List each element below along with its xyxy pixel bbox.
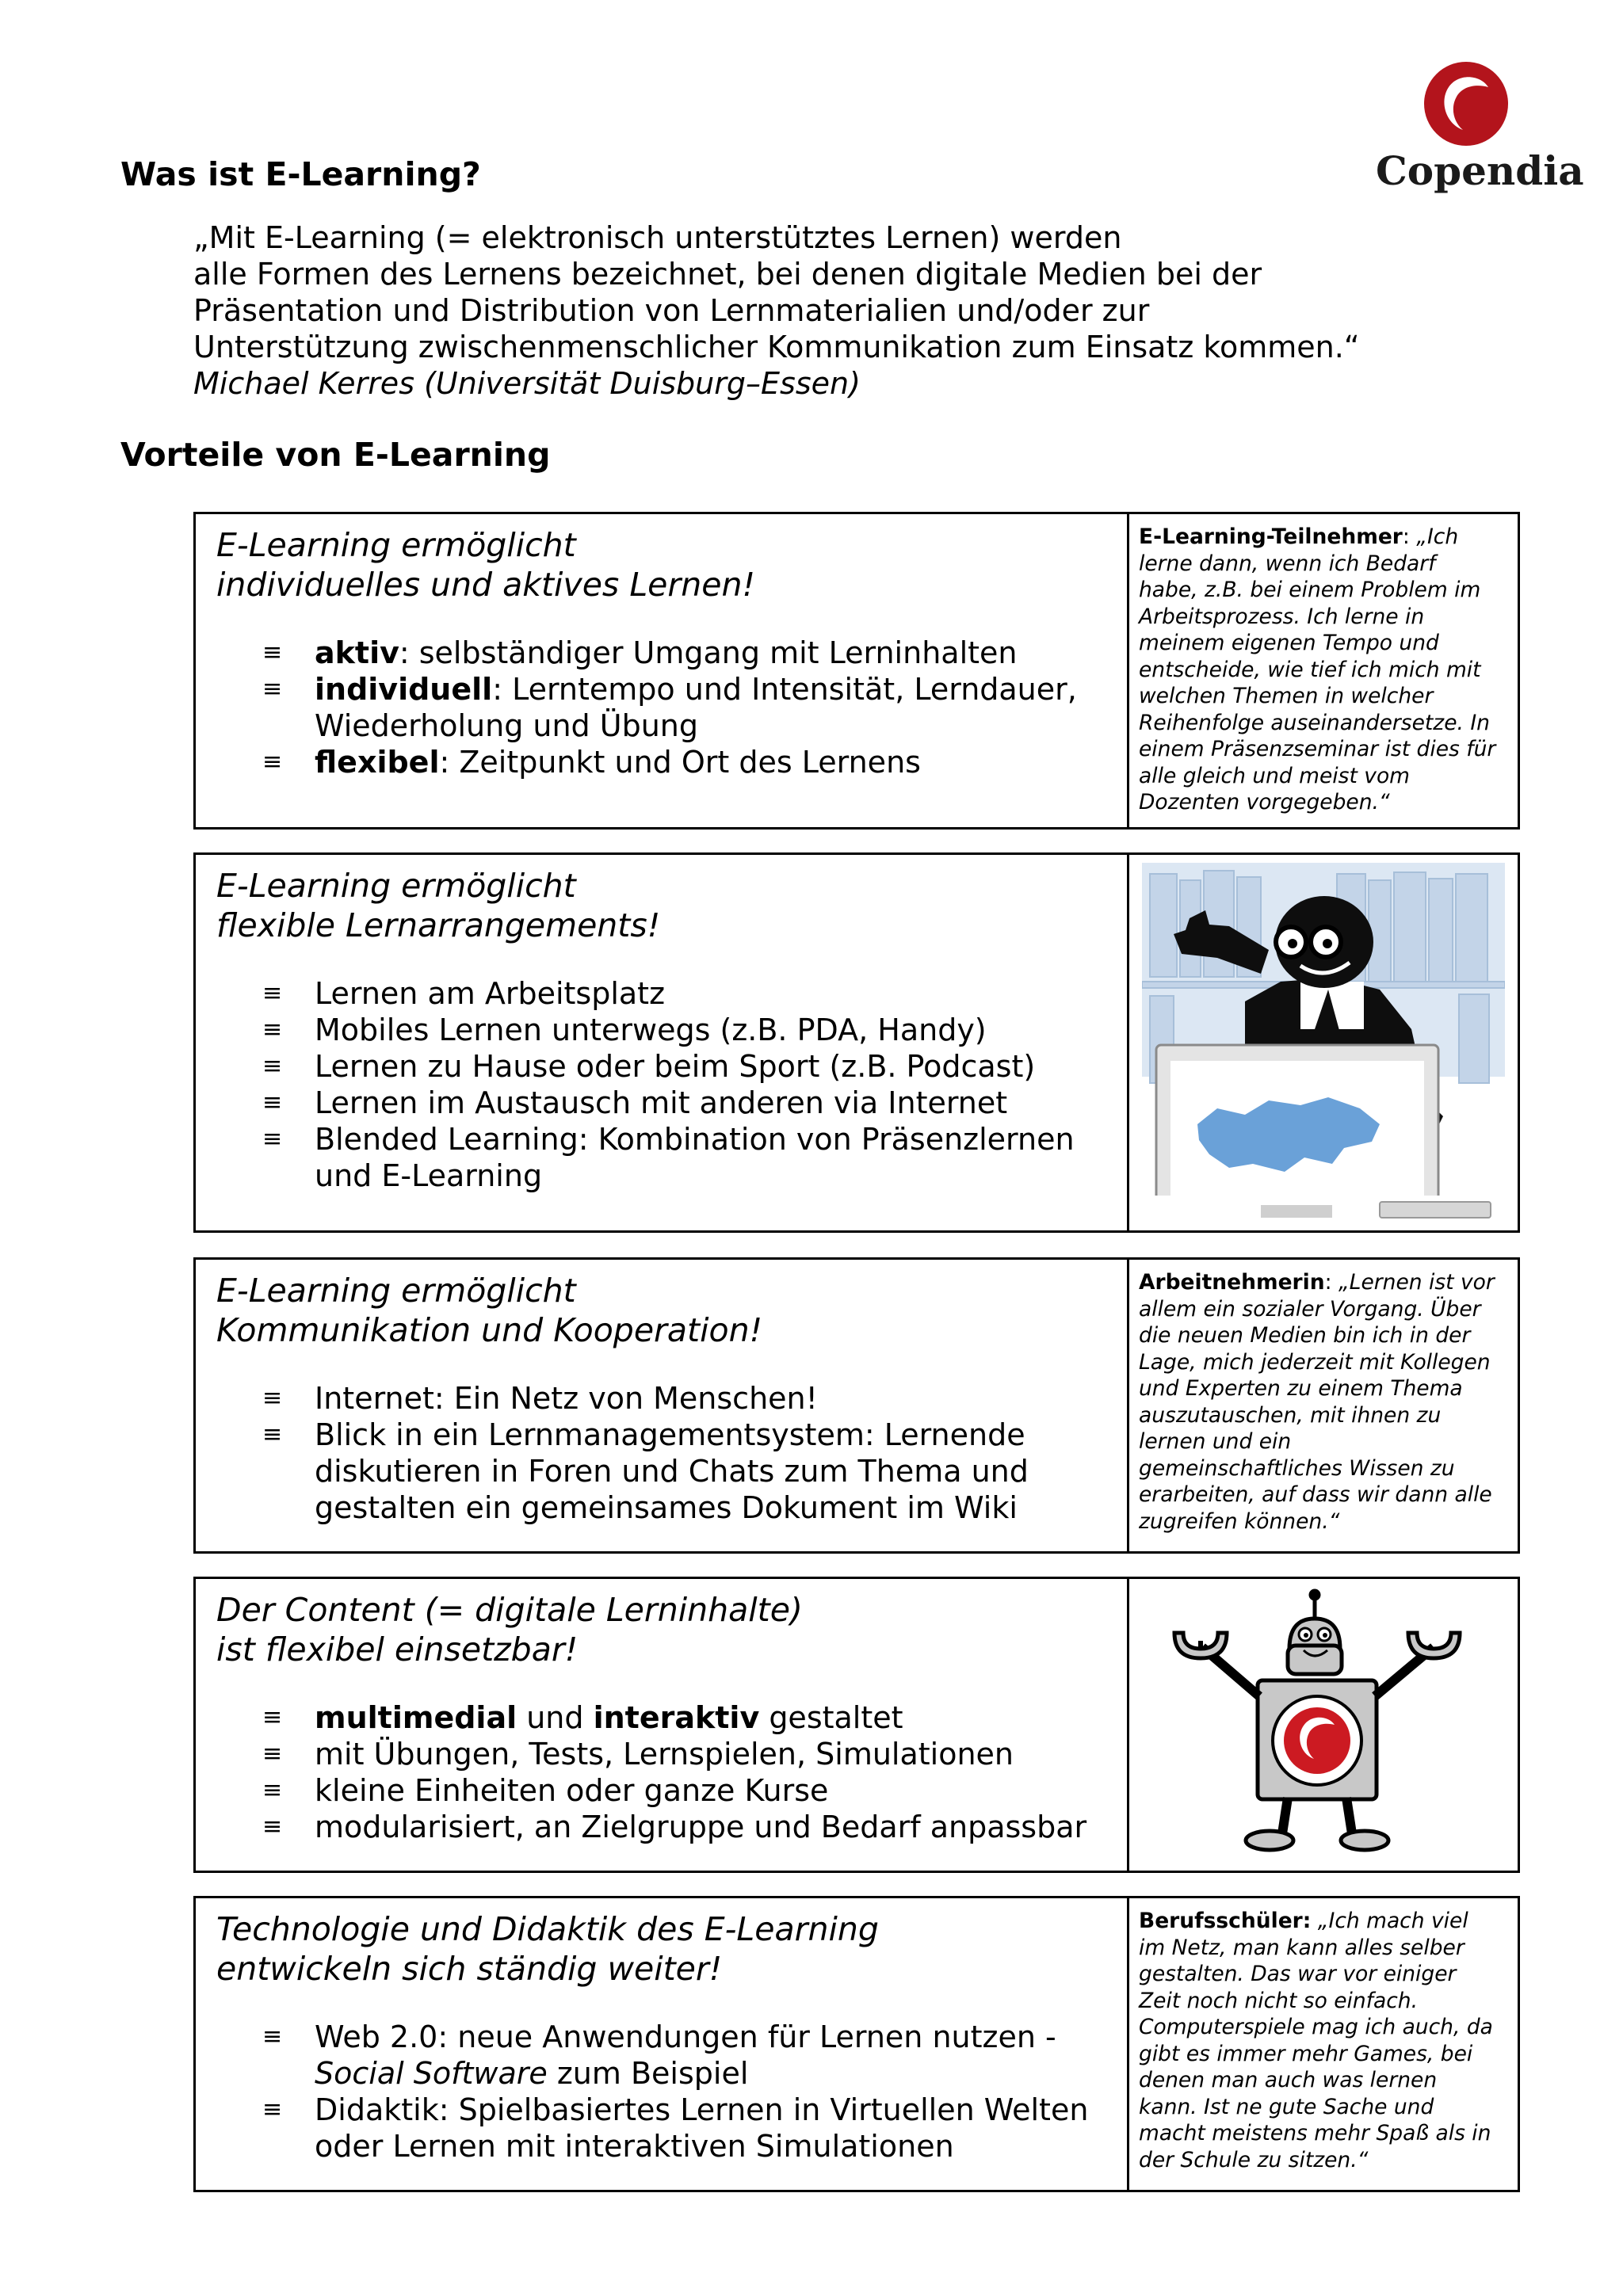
headline-line: Der Content (= digitale Lerninhalte): [216, 1591, 803, 1629]
headline-line: Technologie und Didaktik des E-Learning: [216, 1910, 879, 1948]
bullet-icon: ≡: [262, 1125, 283, 1153]
bullet-icon: ≡: [262, 1384, 283, 1412]
bullet-icon: ≡: [262, 1421, 283, 1448]
headline-line: ist flexibel einsetzbar!: [216, 1630, 579, 1669]
bullet-icon: ≡: [262, 2023, 283, 2050]
kerres-quote: [193, 219, 1360, 402]
testimonial-text: „Lernen ist vor allem ein sozialer Vorgang. Über die neuen Medien bin ich in der Lage, mich jederzeit mit Kollegen und Experten zu einem Thema auszutauschen, mit ihnen zu lernen und ein gemeinschaftliches Wissen zu erarbeiten, auf dass wir dann alle zugreifen können.“: [1139, 1270, 1495, 1534]
item-text: : Lerntempo und Intensität, Lerndauer, Wiederholung und Übung: [315, 672, 1077, 743]
bullet-icon: ≡: [262, 748, 283, 776]
box-headline: [216, 525, 1112, 605]
box-headline: [216, 1271, 1112, 1350]
list-item: [216, 1699, 1112, 1736]
heading-advantages: Vorteile von E-Learning: [120, 436, 551, 474]
bullet-icon: ≡: [262, 979, 283, 1007]
copendia-logo: [1376, 60, 1584, 203]
testimonial-separator: :: [1402, 524, 1417, 549]
headline-line: Kommunikation und Kooperation!: [216, 1311, 763, 1349]
item-text: Mobiles Lernen unterwegs (z.B. PDA, Handy): [315, 1013, 987, 1047]
bullet-list: [216, 975, 1112, 1194]
testimonial-text: „Ich mach viel im Netz, man kann alles selber gestalten. Das war vor einiger Zeit noch nicht so einfach. Computerspiele mag ich auch, da gibt es immer mehr Games, bei denen man auch was lernen kann. Ist ne gute Sache und macht meistens mehr Spaß als in der Schule zu sitzen.“: [1139, 1909, 1493, 2172]
item-text: Web 2.0: neue Anwendungen für Lernen nutzen -: [315, 2019, 1056, 2054]
testimonial-separator: :: [1324, 1270, 1338, 1295]
box-content: [216, 866, 1112, 1194]
box-content: [216, 1590, 1112, 1845]
list-item: [216, 635, 1112, 671]
box-divider: [1127, 514, 1129, 827]
testimonial-vocational-student: [1139, 1908, 1499, 2173]
item-text: Lernen zu Hause oder beim Sport (z.B. Podcast): [315, 1049, 1036, 1084]
advantage-box-arrangements: [193, 852, 1520, 1233]
bullet-icon: ≡: [262, 639, 283, 666]
box-divider: [1127, 1260, 1129, 1551]
item-text: Didaktik: Spielbasiertes Lernen in Virtuellen Welten oder Lernen mit interaktiven Simulationen: [315, 2092, 1089, 2164]
item-bold: flexibel: [315, 745, 440, 780]
list-item: [216, 1772, 1112, 1809]
list-item: [216, 2019, 1112, 2092]
list-item: [216, 1012, 1112, 1048]
advantage-box-communication: [193, 1257, 1520, 1554]
item-text: modularisiert, an Zielgruppe und Bedarf anpassbar: [315, 1810, 1087, 1844]
box-divider: [1127, 1898, 1129, 2190]
list-item: [216, 671, 1112, 744]
item-text: kleine Einheiten oder ganze Kurse: [315, 1773, 829, 1808]
box-headline: [216, 866, 1112, 945]
item-text: zum Beispiel: [547, 2056, 749, 2091]
teacher-at-computer-illustration: [1142, 863, 1505, 1223]
bullet-list: [216, 635, 1112, 780]
copendia-logo-text: Copendia: [1376, 147, 1584, 194]
bullet-icon: ≡: [262, 1703, 283, 1731]
item-bold: interaktiv: [593, 1700, 760, 1735]
headline-line: E-Learning ermöglicht: [216, 867, 576, 905]
testimonial-participant: [1139, 524, 1499, 816]
testimonial-speaker: Berufsschüler:: [1139, 1909, 1312, 1933]
item-text: Internet: Ein Netz von Menschen!: [315, 1381, 818, 1416]
bullet-icon: ≡: [262, 1813, 283, 1840]
list-item: [216, 1085, 1112, 1121]
item-text: und: [517, 1700, 594, 1735]
advantage-box-content: [193, 1577, 1520, 1873]
headline-line: individuelles und aktives Lernen!: [216, 566, 755, 604]
advantage-box-technology: [193, 1896, 1520, 2192]
bullet-icon: ≡: [262, 675, 283, 703]
item-text: : selbständiger Umgang mit Lerninhalten: [399, 635, 1018, 670]
bullet-icon: ≡: [262, 1089, 283, 1116]
bullet-list: [216, 1699, 1112, 1845]
item-text: mit Übungen, Tests, Lernspielen, Simulationen: [315, 1737, 1014, 1772]
item-text: Lernen am Arbeitsplatz: [315, 976, 666, 1011]
bullet-icon: ≡: [262, 1016, 283, 1043]
item-italic: Social Software: [315, 2056, 548, 2091]
box-content: [216, 1271, 1112, 1526]
list-item: [216, 1736, 1112, 1772]
heading-what-is-elearning: Was ist E-Learning?: [120, 155, 481, 193]
box-divider: [1127, 1579, 1129, 1871]
list-item: [216, 744, 1112, 780]
list-item: [216, 1048, 1112, 1085]
headline-line: E-Learning ermöglicht: [216, 526, 576, 564]
testimonial-separator: [1311, 1909, 1317, 1933]
quote-line: Unterstützung zwischenmenschlicher Kommunikation zum Einsatz kommen.“: [193, 330, 1360, 364]
list-item: [216, 1417, 1112, 1526]
testimonial-speaker: Arbeitnehmerin: [1139, 1270, 1325, 1295]
list-item: [216, 975, 1112, 1012]
headline-line: E-Learning ermöglicht: [216, 1272, 576, 1310]
copendia-logo-icon: [1422, 60, 1510, 147]
item-bold: multimedial: [315, 1700, 517, 1735]
testimonial-speaker: E-Learning-Teilnehmer: [1139, 524, 1403, 549]
bullet-icon: ≡: [262, 1052, 283, 1080]
quote-line: Präsentation und Distribution von Lernmaterialien und/oder zur: [193, 293, 1150, 328]
box-divider: [1127, 855, 1129, 1230]
item-text: Blended Learning: Kombination von Präsenzlernen und E-Learning: [315, 1122, 1075, 1193]
item-text: Blick in ein Lernmanagementsystem: Lernende diskutieren in Foren und Chats zum Thema und gestalten ein gemeinsames Dokument im Wiki: [315, 1417, 1029, 1525]
item-bold: individuell: [315, 672, 493, 707]
item-text: gestaltet: [759, 1700, 903, 1735]
advantage-box-individual: [193, 512, 1520, 830]
bullet-list: [216, 1380, 1112, 1526]
testimonial-text: „Ich lerne dann, wenn ich Bedarf habe, z.B. bei einem Problem im Arbeitsprozess. Ich lerne in meinem eigenen Tempo und entscheide, wie tief ich mich mit welchen Themen in welcher Reihenfolge auseinandersetze. In einem Präsenzseminar ist dies für alle gleich und meist vom Dozenten vorgegeben.“: [1139, 524, 1496, 814]
testimonial-employee: [1139, 1269, 1499, 1535]
list-item: [216, 1380, 1112, 1417]
bullet-icon: ≡: [262, 2096, 283, 2123]
quote-line: „Mit E-Learning (= elektronisch unterstütztes Lernen) werden: [193, 220, 1122, 255]
bullet-list: [216, 2019, 1112, 2164]
box-content: [216, 525, 1112, 780]
box-content: [216, 1909, 1112, 2164]
bullet-icon: ≡: [262, 1740, 283, 1768]
list-item: [216, 2092, 1112, 2164]
headline-line: entwickeln sich ständig weiter!: [216, 1950, 723, 1988]
headline-line: flexible Lernarrangements!: [216, 906, 661, 944]
list-item: [216, 1121, 1112, 1194]
item-bold: aktiv: [315, 635, 399, 670]
item-text: Lernen im Austausch mit anderen via Internet: [315, 1085, 1008, 1120]
box-headline: [216, 1909, 1112, 1989]
bullet-icon: ≡: [262, 1776, 283, 1804]
robot-mascot-illustration: [1147, 1585, 1495, 1855]
quote-line: alle Formen des Lernens bezeichnet, bei denen digitale Medien bei der: [193, 257, 1262, 292]
list-item: [216, 1809, 1112, 1845]
item-text: : Zeitpunkt und Ort des Lernens: [439, 745, 921, 780]
quote-author: Michael Kerres (Universität Duisburg–Essen): [193, 366, 861, 401]
box-headline: [216, 1590, 1112, 1669]
